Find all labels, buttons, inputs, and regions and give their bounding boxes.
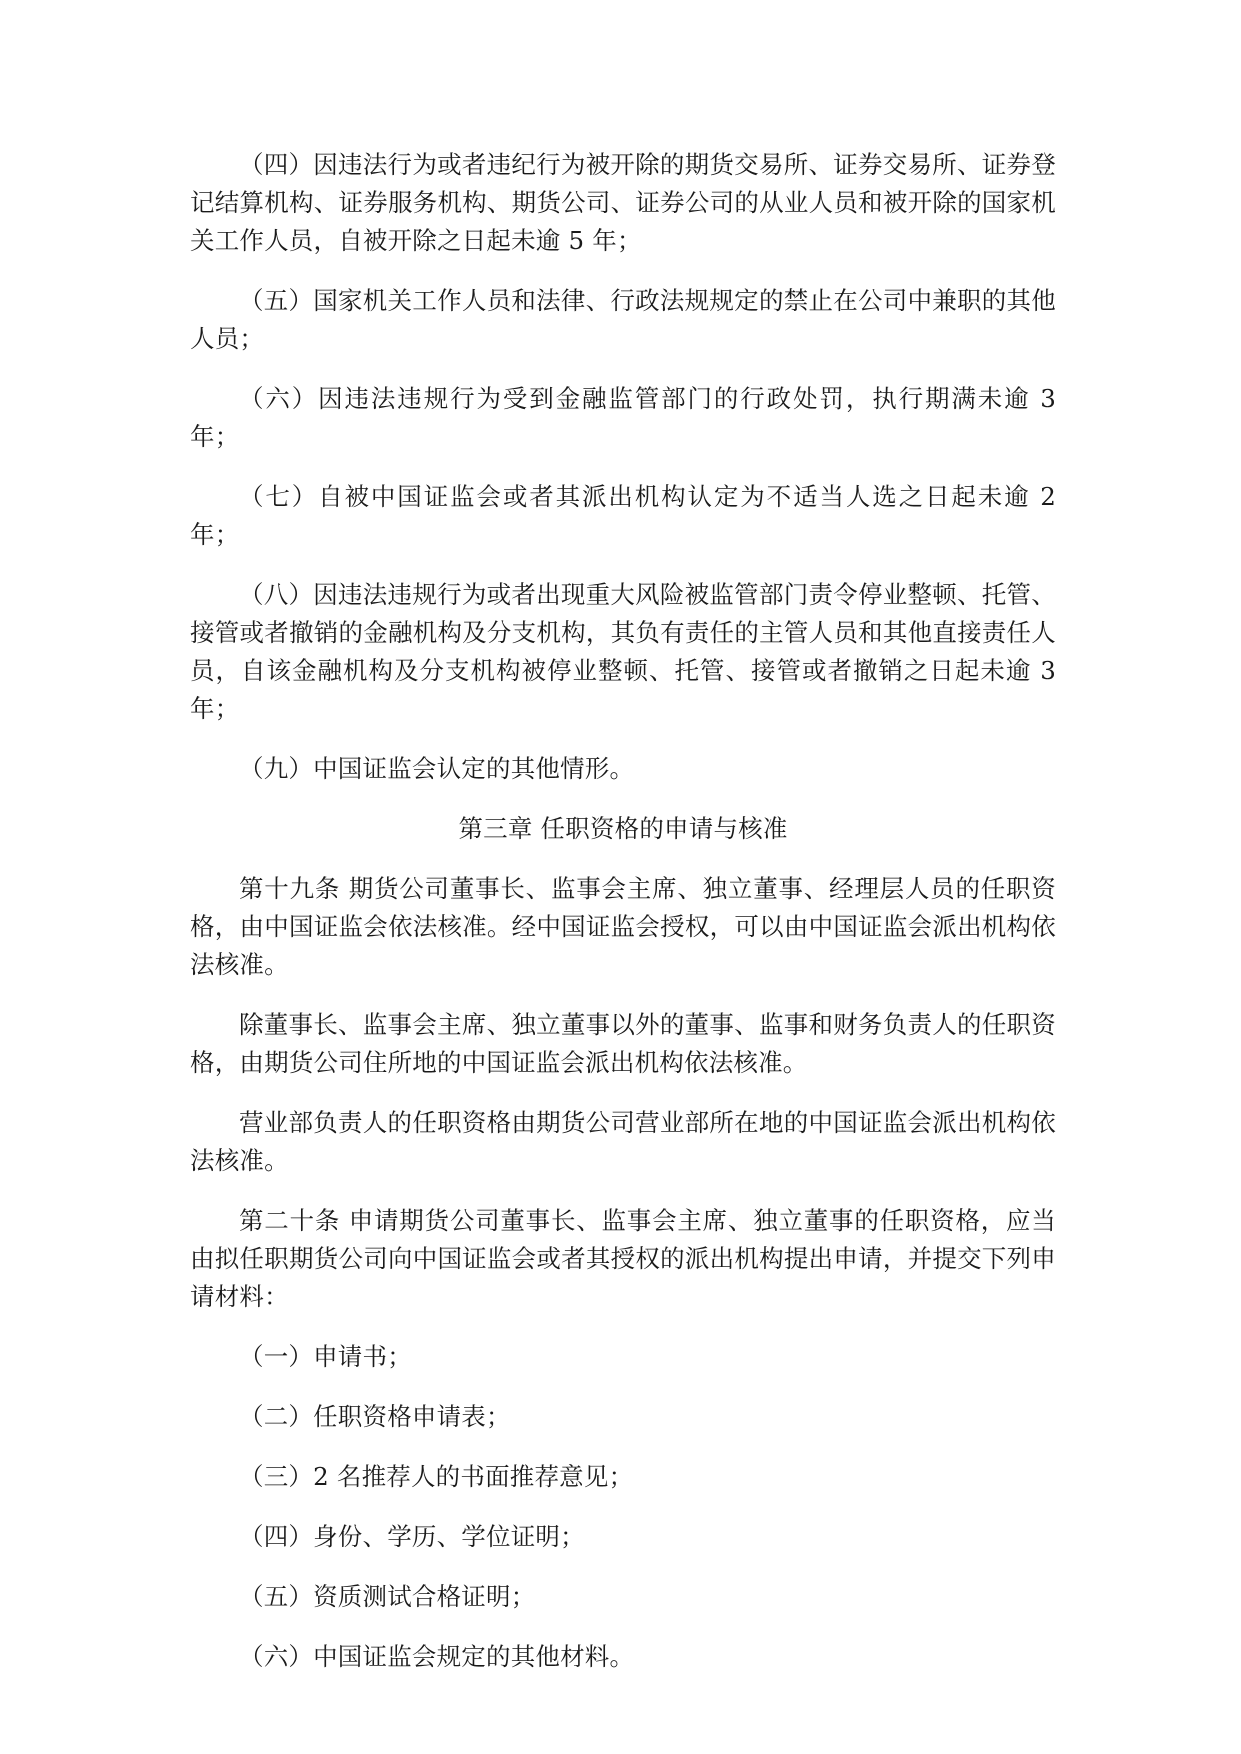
material-item-3: （三）2 名推荐人的书面推荐意见； <box>239 1462 634 1491</box>
article-20-paragraph: 第二十条 申请期货公司董事长、监事会主席、独立董事的任职资格，应当由拟任职期货公司向中国证监会或者其授权的派出机构提出申请，并提交下列申请材料： <box>190 1206 1056 1311</box>
paragraph-item-5: （五）国家机关工作人员和法律、行政法规规定的禁止在公司中兼职的其他人员； <box>190 286 1056 353</box>
material-item-5: （五）资质测试合格证明； <box>239 1582 536 1611</box>
paragraph-item-4: （四）因违法行为或者违纪行为被开除的期货交易所、证券交易所、证券登记结算机构、证券服务机构、期货公司、证券公司的从业人员和被开除的国家机关工作人员，自被开除之日起未逾 5 年； <box>190 150 1056 255</box>
material-item-1: （一）申请书； <box>239 1342 412 1371</box>
material-item-6: （六）中国证监会规定的其他材料。 <box>239 1642 635 1671</box>
paragraph-item-7: （七）自被中国证监会或者其派出机构认定为不适当人选之日起未逾 2 年； <box>190 482 1056 549</box>
paragraph-item-8: （八）因违法违规行为或者出现重大风险被监管部门责令停业整顿、托管、接管或者撤销的金融机构及分支机构，其负有责任的主管人员和其他直接责任人员，自该金融机构及分支机构被停业整顿、托管、接管或者撤销之日起未逾 3 年； <box>190 580 1056 723</box>
paragraph-item-9: （九）中国证监会认定的其他情形。 <box>239 754 635 783</box>
paragraph-item-6: （六）因违法违规行为受到金融监管部门的行政处罚，执行期满未逾 3 年； <box>190 384 1056 451</box>
article-19-paragraph-2: 除董事长、监事会主席、独立董事以外的董事、监事和财务负责人的任职资格，由期货公司住所地的中国证监会派出机构依法核准。 <box>190 1010 1056 1077</box>
article-19-paragraph: 第十九条 期货公司董事长、监事会主席、独立董事、经理层人员的任职资格，由中国证监会依法核准。经中国证监会授权，可以由中国证监会派出机构依法核准。 <box>190 874 1056 979</box>
article-19-paragraph-3: 营业部负责人的任职资格由期货公司营业部所在地的中国证监会派出机构依法核准。 <box>190 1108 1056 1175</box>
document-page <box>190 146 1056 1698</box>
material-item-2: （二）任职资格申请表； <box>239 1402 511 1431</box>
material-item-4: （四）身份、学历、学位证明； <box>239 1522 585 1551</box>
chapter-heading: 第三章 任职资格的申请与核准 <box>458 814 788 843</box>
